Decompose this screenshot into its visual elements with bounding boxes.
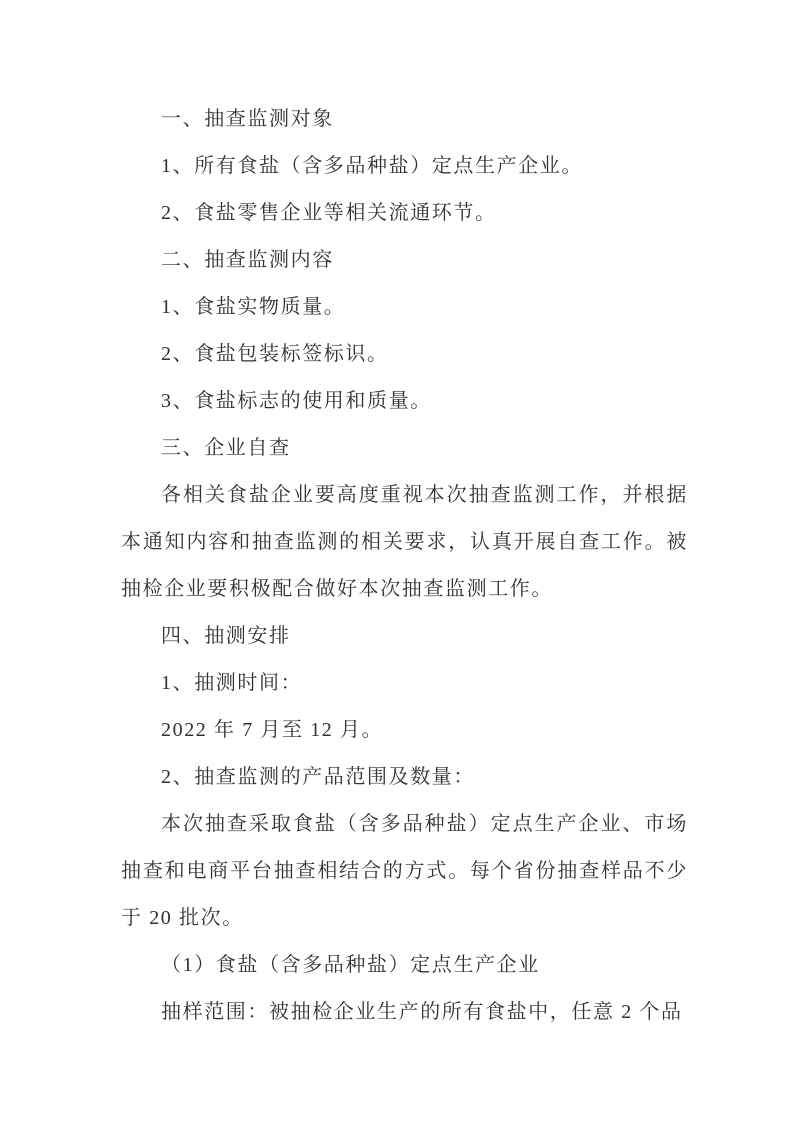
item-physical-quality: 1、食盐实物质量。 [161,296,346,318]
item-sampling-time-label: 1、抽测时间： [161,672,303,694]
subitem-designated-producers: （1）食盐（含多品种盐）定点生产企业 [161,954,540,976]
heading-section-three: 三、企业自查 [161,437,291,459]
item-product-scope-label: 2、抽查监测的产品范围及数量： [161,766,475,788]
heading-section-four: 四、抽测安排 [161,625,291,647]
document-body [121,96,688,1036]
item-retailers: 2、食盐零售企业等相关流通环节。 [161,202,497,224]
item-producers: 1、所有食盐（含多品种盐）定点生产企业。 [161,155,583,177]
para-product-scope-detail: 本次抽查采取食盐（含多品种盐）定点生产企业、市场抽查和电商平台抽查相结合的方式。每个省份抽查样品不少于 20 批次。 [121,813,688,929]
heading-section-two: 二、抽查监测内容 [161,249,334,271]
para-self-inspection: 各相关食盐企业要高度重视本次抽查监测工作，并根据本通知内容和抽查监测的相关要求，认真开展自查工作。被抽检企业要积极配合做好本次抽查监测工作。 [121,484,688,600]
para-sampling-time-range: 2022 年 7 月至 12 月。 [161,719,384,741]
heading-section-one: 一、抽查监测对象 [161,108,334,130]
item-package-label: 2、食盐包装标签标识。 [161,343,389,365]
para-sampling-range: 抽样范围：被抽检企业生产的所有食盐中，任意 2 个品 [161,1001,683,1023]
item-salt-mark: 3、食盐标志的使用和质量。 [161,390,432,412]
